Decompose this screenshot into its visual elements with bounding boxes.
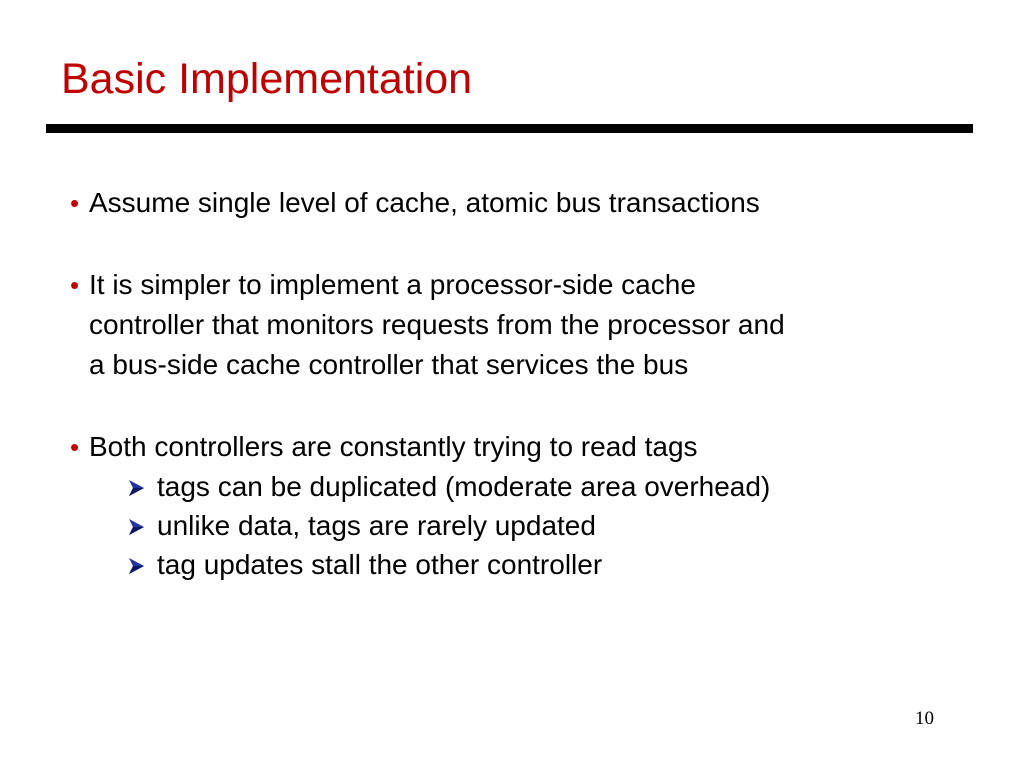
bullet-item bbox=[70, 427, 970, 467]
bullet-list bbox=[70, 183, 970, 584]
bullet-item bbox=[70, 183, 970, 223]
bullet-line: It is simpler to implement a processor-side cache bbox=[89, 269, 696, 300]
page-number: 10 bbox=[915, 708, 934, 729]
bullet-line: controller that monitors requests from the processor and bbox=[89, 309, 785, 340]
sub-bullet-item bbox=[70, 467, 970, 506]
arrow-right-icon bbox=[127, 479, 145, 497]
bullet-dot-icon: • bbox=[70, 270, 80, 300]
bullet-spacer bbox=[70, 223, 970, 265]
title-underline-rule bbox=[46, 124, 973, 133]
slide-title: Basic Implementation bbox=[61, 55, 473, 103]
bullet-dot-icon: • bbox=[70, 188, 80, 218]
sub-bullet-text: tag updates stall the other controller bbox=[157, 549, 603, 580]
sub-bullet-text: tags can be duplicated (moderate area overhead) bbox=[157, 471, 771, 502]
arrow-right-icon bbox=[127, 557, 145, 575]
bullet-line: Assume single level of cache, atomic bus transactions bbox=[89, 187, 760, 218]
bullet-dot-icon: • bbox=[70, 432, 80, 462]
sub-bullet-text: unlike data, tags are rarely updated bbox=[157, 510, 596, 541]
bullet-line: Both controllers are constantly trying to read tags bbox=[89, 431, 698, 462]
bullet-spacer bbox=[70, 385, 970, 427]
bullet-line: a bus-side cache controller that services the bus bbox=[89, 349, 689, 380]
arrow-right-icon bbox=[127, 518, 145, 536]
sub-bullet-item bbox=[70, 545, 970, 584]
sub-bullet-item bbox=[70, 506, 970, 545]
bullet-item bbox=[70, 265, 970, 385]
